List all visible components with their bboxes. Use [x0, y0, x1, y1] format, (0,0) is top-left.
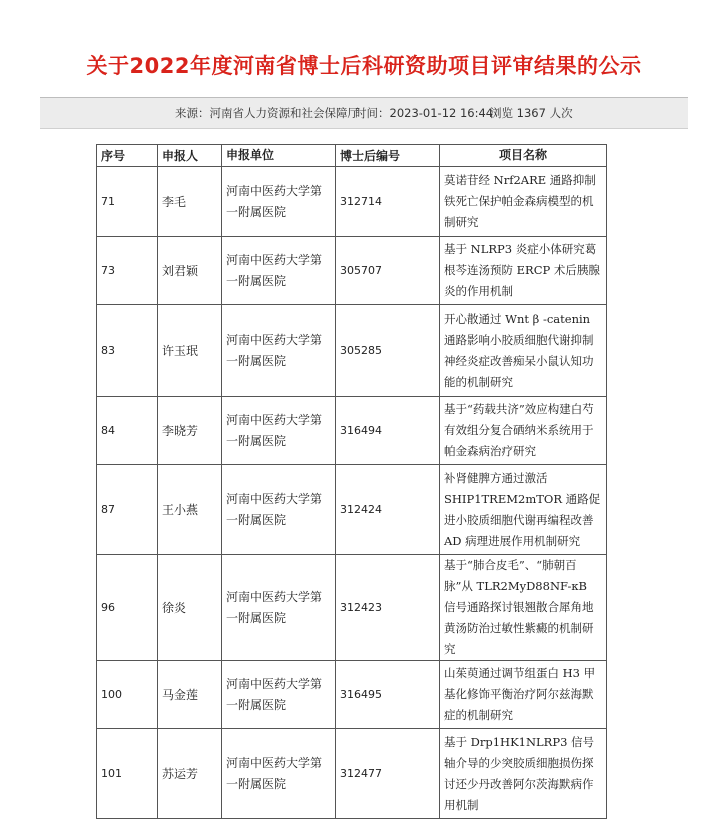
cell-seq: 83	[97, 305, 158, 397]
cell-unit: 河南中医药大学第一附属医院	[222, 397, 336, 465]
table-row	[97, 729, 607, 819]
cell-unit: 河南中医药大学第一附属医院	[222, 237, 336, 305]
page-title: 关于2022年度河南省博士后科研资助项目评审结果的公示	[86, 54, 642, 78]
table-row	[97, 167, 607, 237]
cell-postdoc-no: 312714	[336, 167, 440, 237]
cell-applicant: 苏运芳	[158, 729, 222, 819]
table-row	[97, 305, 607, 397]
cell-project: 基于 Drp1HK1NLRP3 信号轴介导的少突胶质细胞损伤探讨还少丹改善阿尔茨海默病作用机制	[440, 729, 607, 819]
cell-unit: 河南中医药大学第一附属医院	[222, 661, 336, 729]
article-meta-bar	[40, 97, 688, 129]
cell-unit: 河南中医药大学第一附属医院	[222, 167, 336, 237]
cell-postdoc-no: 312477	[336, 729, 440, 819]
header-project: 项目名称	[440, 145, 607, 167]
header-postdoc-no: 博士后编号	[336, 145, 440, 167]
cell-applicant: 马金莲	[158, 661, 222, 729]
cell-project: 山茱萸通过调节组蛋白 H3 甲基化修饰平衡治疗阿尔兹海默症的机制研究	[440, 661, 607, 729]
cell-seq: 84	[97, 397, 158, 465]
cell-seq: 87	[97, 465, 158, 555]
view-count: 浏览 1367 人次	[490, 106, 573, 120]
table-row	[97, 555, 607, 661]
cell-applicant: 许玉珉	[158, 305, 222, 397]
cell-project: 补肾健脾方通过激活 SHIP1TREM2mTOR 通路促进小胶质细胞代谢再编程改善 AD 病理进展作用机制研究	[440, 465, 607, 555]
cell-postdoc-no: 312424	[336, 465, 440, 555]
table-row	[97, 237, 607, 305]
results-table	[96, 144, 607, 819]
cell-project: 莫诺苷经 Nrf2ARE 通路抑制铁死亡保护帕金森病模型的机制研究	[440, 167, 607, 237]
source-text: 来源：河南省人力资源和社会保障厅	[175, 106, 359, 120]
table-header-row	[97, 145, 607, 167]
header-applicant: 申报人	[158, 145, 222, 167]
cell-applicant: 李毛	[158, 167, 222, 237]
cell-project: 基于“药载共济”效应构建白芍有效组分复合硒纳米系统用于帕金森病治疗研究	[440, 397, 607, 465]
cell-applicant: 徐炎	[158, 555, 222, 661]
cell-postdoc-no: 312423	[336, 555, 440, 661]
cell-project: 基于“肺合皮毛”、“肺朝百脉”从 TLR2MyD88NF-κB 信号通路探讨银翘散合犀角地黄汤防治过敏性紫癜的机制研究	[440, 555, 607, 661]
header-unit: 申报单位	[222, 145, 336, 167]
cell-applicant: 李晓芳	[158, 397, 222, 465]
cell-seq: 96	[97, 555, 158, 661]
cell-seq: 73	[97, 237, 158, 305]
header-seq: 序号	[97, 145, 158, 167]
table-row	[97, 397, 607, 465]
cell-unit: 河南中医药大学第一附属医院	[222, 555, 336, 661]
cell-applicant: 王小燕	[158, 465, 222, 555]
publish-time: 时间：2023-01-12 16:44	[355, 106, 494, 120]
table-row	[97, 465, 607, 555]
table-row	[97, 661, 607, 729]
cell-project: 基于 NLRP3 炎症小体研究葛根芩连汤预防 ERCP 术后胰腺炎的作用机制	[440, 237, 607, 305]
cell-seq: 100	[97, 661, 158, 729]
cell-postdoc-no: 316495	[336, 661, 440, 729]
cell-applicant: 刘君颖	[158, 237, 222, 305]
cell-postdoc-no: 305707	[336, 237, 440, 305]
cell-seq: 101	[97, 729, 158, 819]
cell-postdoc-no: 316494	[336, 397, 440, 465]
cell-postdoc-no: 305285	[336, 305, 440, 397]
cell-seq: 71	[97, 167, 158, 237]
cell-unit: 河南中医药大学第一附属医院	[222, 729, 336, 819]
cell-unit: 河南中医药大学第一附属医院	[222, 305, 336, 397]
cell-project: 开心散通过 Wnt β -catenin 通路影响小胶质细胞代谢抑制神经炎症改善痴呆小鼠认知功能的机制研究	[440, 305, 607, 397]
cell-unit: 河南中医药大学第一附属医院	[222, 465, 336, 555]
